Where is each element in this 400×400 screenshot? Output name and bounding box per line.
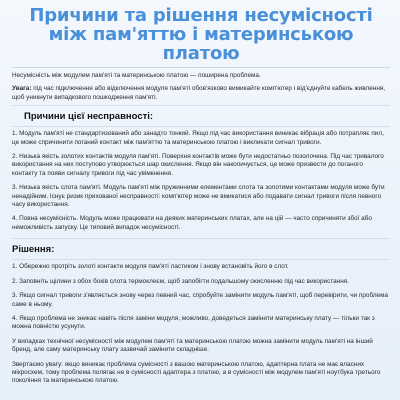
closing-paragraph-1: У випадках технічної несумісності між модулем пам'яті та материнською платою можна замінити модуль пам'яті на інший бренд, але саму материнську плату зазвичай замінити складніше. [12,337,373,354]
closing-paragraph-2: Звертаємо увагу: якщо виникає проблема сумісності з вашою материнською платою, адаптерна плата не має власних мікросхем, тому проблема полягає не в сумісності адаптера з платою, а в сумісності між модулем пам'яті ноутбука третього покоління та материнською платою. [12,360,381,385]
cause-item-4: 4. Повна несумісність. Модуль може працювати на деяких материнських платах, але на цій — часто спричиняти збої або неможливість запуску. Це типовий випадок несумісності. [12,215,372,231]
cause-item-2: 2. Низька якість золотих контактів модуля пам'яті. Поверхня контактів може бути недостатньо позолочена. Під час тривалого використання на них поступово утворюється шар окислення. Якщо він накопичується, це може призвести до поганого контакту та появи сигналу тривоги під час увімкнення. [12,153,384,177]
page-title: Причини та рішення несумісності між пам'яттю і материнською платою [29,5,373,64]
solution-item-4: 4. Якщо проблема не зникає навіть після заміни модуля, можливо, доведеться замінити материнську плату — тільки так з можна повністю усунути. [12,314,375,331]
intro-paragraph: Несумісність між модулем пам'яті та материнською платою — поширена проблема. [12,72,261,79]
warning-label: Увага: [12,85,32,93]
cause-item-3: 3. Низька якість слота пам'яті. Модуль пам'яті між пружинними елементами слота та золотими контактами модуля може бути ненадійним. Існує ризик прихованої несправності: комп'ютер може не вмикатися або подавати сигнал тривоги після певного часу використання. [12,184,385,209]
title-divider [12,67,390,68]
solution-item-1: 1. Обережно протріть золоті контакти модуля пам'яті ластиком і знову встановіть його в слот. [12,263,289,271]
causes-heading: Причини цієї несправності: [24,111,154,123]
cause-item-1: 1. Модуль пам'яті не стандартизований або занадто тонкий. Якщо під час використання виникає вібрація або потрапляє пил, це може спричинити поганий контакт між пам'яттю та материнською платою і викликати сигнал тривоги. [12,130,384,146]
section-divider [12,126,390,127]
warning-paragraph [12,85,390,102]
solutions-heading: Рішення: [12,244,55,256]
section-divider [12,238,390,239]
solution-item-3: 3. Якщо сигнал тривоги з'являється знову через певний час, спробуйте замінити модуль пам'яті, щоб перевірити, чи проблема саме в ньому. [12,292,389,308]
warning-text: під час підключення або відключення модуля пам'яті обов'язково вимикайте комп'ютер і від'єднуйте кабель живлення, щоб уникнути випадкового пошкодження пам'яті. [12,85,386,101]
section-divider [12,259,390,260]
solution-item-2: 2. Заповніть щілини з обох боків слота термоклеєм, щоб запобігти подальшому окисленню під час використання. [12,277,349,285]
section-divider [12,105,390,106]
